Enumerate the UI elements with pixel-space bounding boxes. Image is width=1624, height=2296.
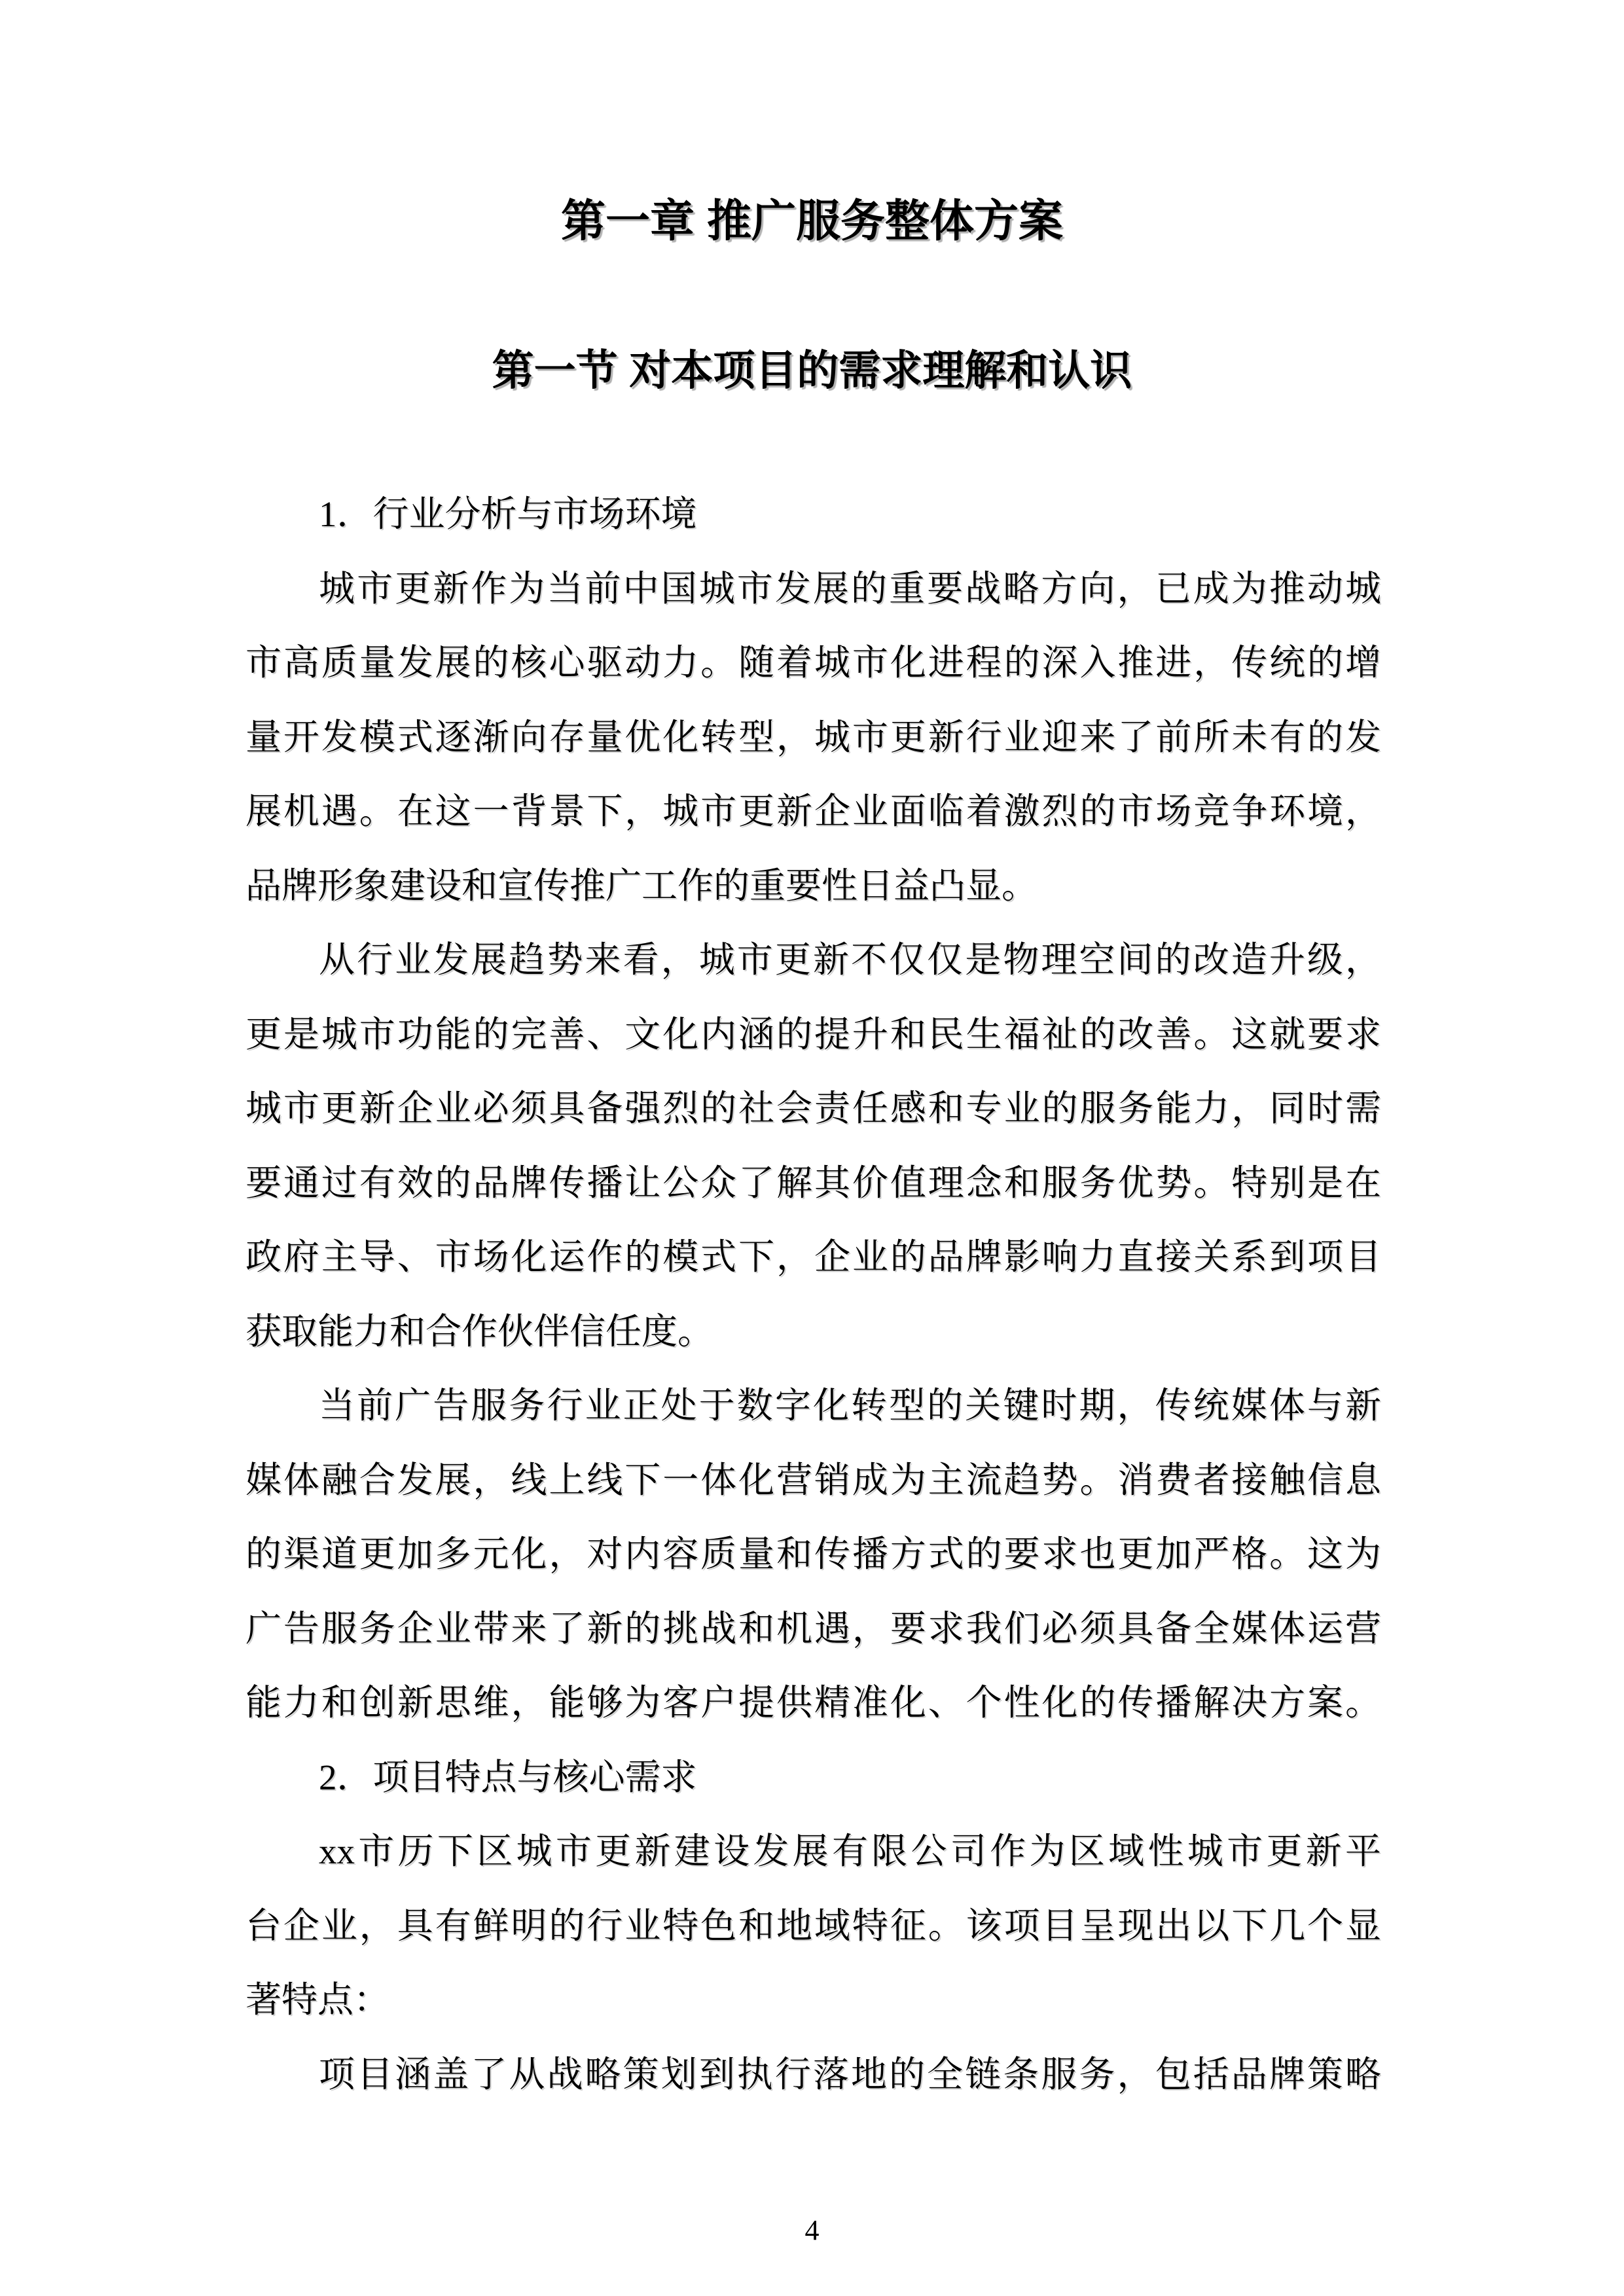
body-line: 获取能力和合作伙伴信任度。 <box>245 1311 714 1352</box>
body-line: 的渠道更加多元化，对内容质量和传播方式的要求也更加严格。这为 <box>245 1534 1381 1574</box>
body-line: 台企业，具有鲜明的行业特色和地域特征。该项目呈现出以下几个显 <box>245 1905 1381 1946</box>
body-line: 量开发模式逐渐向存量优化转型，城市更新行业迎来了前所未有的发 <box>245 717 1381 757</box>
body-line: 广告服务企业带来了新的挑战和机遇，要求我们必须具备全媒体运营 <box>245 1608 1381 1649</box>
body-line: 能力和创新思维，能够为客户提供精准化、个性化的传播解决方案。 <box>245 1683 1381 1723</box>
body-line: 城市更新企业必须具备强烈的社会责任感和专业的服务能力，同时需 <box>245 1088 1381 1128</box>
body-line: 展机遇。在这一背景下，城市更新企业面临着激烈的市场竞争环境， <box>245 791 1381 831</box>
body-line: 更是城市功能的完善、文化内涵的提升和民生福祉的改善。这就要求 <box>245 1014 1381 1054</box>
page-number: 4 <box>804 2214 820 2246</box>
body-line: 从行业发展趋势来看，城市更新不仅仅是物理空间的改造升级， <box>319 940 1381 980</box>
body-line: 市高质量发展的核心驱动力。随着城市化进程的深入推进，传统的增 <box>245 643 1381 683</box>
body-line: 要通过有效的品牌传播让公众了解其价值理念和服务优势。特别是在 <box>245 1162 1381 1203</box>
body-line: 2．项目特点与核心需求 <box>319 1757 697 1797</box>
body-line: 著特点： <box>245 1980 390 2020</box>
body-line: 城市更新作为当前中国城市发展的重要战略方向，已成为推动城 <box>319 568 1381 609</box>
body-line: 品牌形象建设和宣传推广工作的重要性日益凸显。 <box>245 865 1038 906</box>
body-line: 当前广告服务行业正处于数字化转型的关键时期，传统媒体与新 <box>319 1386 1381 1426</box>
body-line: 政府主导、市场化运作的模式下，企业的品牌影响力直接关系到项目 <box>245 1237 1381 1277</box>
section-title: 第一节 对本项目的需求理解和认识 <box>492 347 1132 394</box>
body-line: xx市历下区城市更新建设发展有限公司作为区域性城市更新平 <box>319 1831 1381 1871</box>
body-line: 项目涵盖了从战略策划到执行落地的全链条服务，包括品牌策略 <box>319 2054 1381 2094</box>
body-line: 1．行业分析与市场环境 <box>319 494 697 534</box>
body-line: 媒体融合发展，线上线下一体化营销成为主流趋势。消费者接触信息 <box>245 1460 1381 1500</box>
chapter-title: 第一章 推广服务整体方案 <box>561 196 1063 246</box>
body-text <box>245 477 1381 2111</box>
